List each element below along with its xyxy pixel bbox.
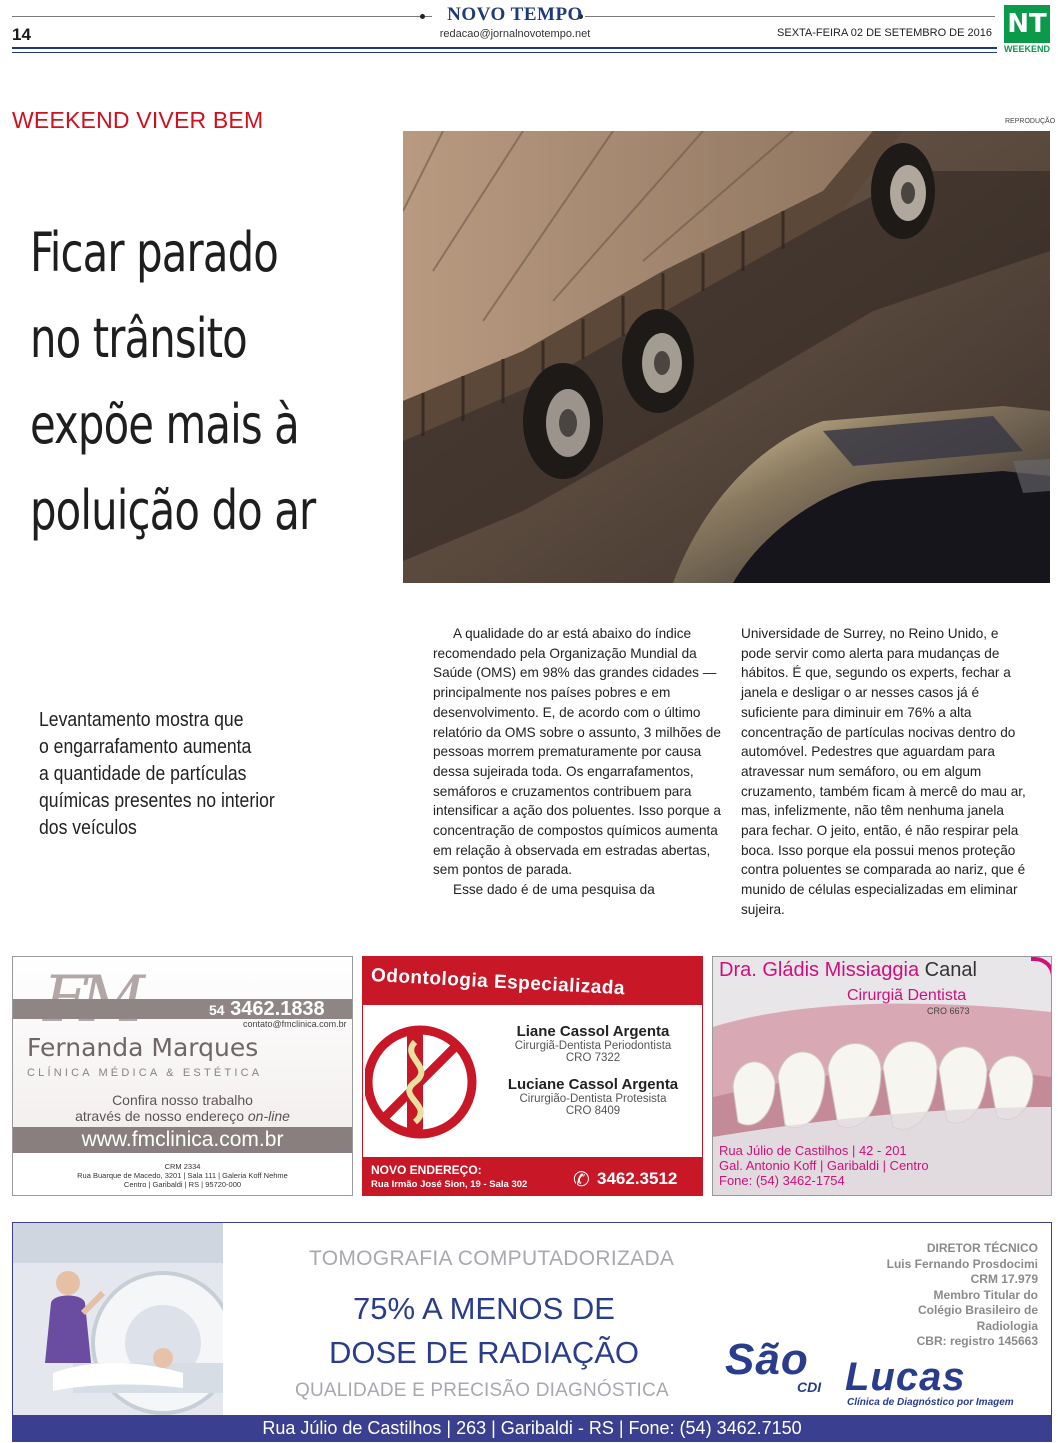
ct-scan-photo xyxy=(13,1223,223,1415)
director-line: CBR: registro 145663 xyxy=(916,1334,1038,1348)
sl-headline-line: 75% A MENOS DE xyxy=(353,1291,615,1326)
lead-line: a quantidade de partículas xyxy=(39,763,247,785)
doctor-role: Cirurgiã-Dentista Periodontista xyxy=(514,1040,672,1052)
nt-logo-weekend: WEEKEND xyxy=(1003,44,1050,54)
photo-credit: REPRODUÇÃO xyxy=(1005,118,1056,125)
masthead xyxy=(355,4,675,40)
new-address-label: NOVO ENDEREÇO: xyxy=(371,1163,482,1177)
sl-logo-sub: Clínica de Diagnóstico por Imagem xyxy=(847,1397,1014,1408)
headline-line: poluição do ar xyxy=(30,479,316,542)
page-number: 14 xyxy=(12,25,31,44)
odonto-phone[interactable]: 3462.3512 xyxy=(597,1169,678,1188)
fm-phone[interactable] xyxy=(209,998,325,1021)
gladis-phone[interactable]: Fone: (54) 3462-1754 xyxy=(719,1173,845,1188)
odonto-doctors xyxy=(488,1023,698,1117)
sl-headline-line: DOSE DE RADIAÇÃO xyxy=(328,1335,640,1370)
fm-crm: CRM 2334 xyxy=(164,1162,201,1171)
newspaper-email[interactable]: redacao@jornalnovotempo.net xyxy=(439,28,591,40)
sl-footer: Rua Júlio de Castilhos | 263 | Garibaldi - RS | Fone: (54) 3462.7150 xyxy=(13,1415,1051,1441)
doctor-name: Luciane Cassol Argenta xyxy=(507,1076,679,1093)
article-column-2 xyxy=(741,624,1031,920)
article-photo xyxy=(403,131,1050,583)
ad-odontologia[interactable] xyxy=(362,956,703,1196)
lead-line: químicas presentes no interior xyxy=(39,790,275,812)
ad-gladis[interactable] xyxy=(712,956,1052,1196)
lead-line: Levantamento mostra que xyxy=(39,709,244,731)
address-line: Gal. Antonio Koff | Garibaldi | Centro xyxy=(719,1158,929,1173)
paragraph: Universidade de Surrey, no Reino Unido, e pode servir como alerta para mudanças de hábitos. É que, segundo os experts, fechar a janela e desligar o ar nesses casos já é suficiente para diminuir em 76% a alta concentração de partículas nocivas dentro do automóvel. Pedestres que aguardam para atravessar num semáforo, ou em algum cruzamento, também ficam à mercê do mau ar, mas, infelizmente, não têm nenhuma janela para fechar. O jeito, então, é não respirar pela boca. Isso porque ela possui menos proteção contra poluentes se comparada ao nariz, que é munido de células especializadas em eliminar sujeira. xyxy=(741,626,1026,917)
headline-line: Ficar parado xyxy=(30,221,278,284)
address-line: Rua Júlio de Castilhos | 42 - 201 xyxy=(719,1143,907,1158)
paragraph: Esse dado é de uma pesquisa da xyxy=(453,882,655,898)
dental-caduceus-icon xyxy=(365,1017,485,1147)
issue-date: SEXTA-FEIRA 02 DE SETEMBRO DE 2016 xyxy=(777,27,992,39)
fm-cta-2 xyxy=(13,1108,352,1124)
doctor-cro: CRO 8409 xyxy=(565,1105,621,1117)
ad-sao-lucas[interactable] xyxy=(12,1222,1052,1442)
article-lead xyxy=(39,707,349,842)
fm-address xyxy=(13,1162,352,1189)
director-line: Colégio Brasileiro de xyxy=(917,1303,1038,1317)
director-line: DIRETOR TÉCNICO xyxy=(926,1241,1038,1255)
paragraph: A qualidade do ar está abaixo do índice recomendado pela Organização Mundial da Saúde (OMS) em 98% das grandes cidades — principalmente nos países pobres e em desenvolvimento. E, de acordo com o último relatório da OMS sobre o assunto, 3 milhões de pessoas morrem prematuramente por causa dessa sujeirada toda. Os engarrafamentos, semáforos e cruzamentos contribuem para intensificar a ação dos poluentes. Isso porque a concentração de compostos químicos aumenta em relação à observada em estradas abertas, sem pontos de parada. xyxy=(433,626,721,878)
sl-logo-cdi: CDI xyxy=(797,1379,822,1395)
sl-director xyxy=(843,1241,1038,1350)
title-prefix: Dra. xyxy=(719,959,757,981)
sl-headline xyxy=(309,1287,659,1375)
new-address: Rua Irmão José Sion, 19 - Sala 302 xyxy=(371,1179,528,1190)
article-column-1 xyxy=(433,624,723,900)
director-line: Membro Titular do xyxy=(933,1287,1038,1302)
gladis-cro: CRO 6673 xyxy=(927,1006,970,1016)
doctor-name: Liane Cassol Argenta xyxy=(516,1023,670,1040)
fm-website[interactable]: www.fmclinica.com.br xyxy=(13,1127,352,1153)
director-line: Radiologia xyxy=(976,1318,1038,1333)
fm-address-line: Centro | Garibaldi | RS | 95720-000 xyxy=(123,1180,242,1189)
doctor-cro: CRO 7322 xyxy=(565,1052,621,1064)
director-line: CRM 17.979 xyxy=(970,1272,1038,1286)
phone-number: 3462.1838 xyxy=(230,998,325,1020)
fm-cta-1: Confira nosso trabalho xyxy=(112,1092,253,1108)
fm-address-line: Rua Buarque de Macedo, 3201 | Sala 111 | Galeria Koff Nehme xyxy=(77,1171,288,1180)
doctor-role: Cirurgião-Dentista Protesista xyxy=(519,1093,667,1105)
newspaper-name: NOVO TEMPO xyxy=(447,4,583,25)
fm-name: Fernanda Marques xyxy=(27,1033,259,1062)
article-headline xyxy=(30,210,390,554)
ad-fm-clinica[interactable] xyxy=(12,956,353,1196)
truck-and-car-illustration xyxy=(403,131,1050,583)
fm-email[interactable]: contato@fmclinica.com.br xyxy=(243,1019,347,1029)
lead-line: o engarrafamento aumenta xyxy=(39,736,252,758)
sl-logo-lucas: Lucas xyxy=(845,1355,966,1399)
gladis-role: Cirurgiã Dentista xyxy=(847,987,967,1004)
gladis-address xyxy=(719,1143,929,1188)
header-divider-thin xyxy=(12,52,997,53)
title-name: Gládis Missiaggia xyxy=(762,959,920,981)
fm-subtitle: CLÍNICA MÉDICA & ESTÉTICA xyxy=(27,1067,263,1079)
title-suffix: Canal xyxy=(924,959,977,981)
headline-line: expõe mais à xyxy=(30,393,299,456)
sl-tagline: QUALIDADE E PRECISÃO DIAGNÓSTICA xyxy=(295,1380,669,1401)
cta-online: on-line xyxy=(247,1108,290,1124)
nt-logo: NT xyxy=(1004,5,1050,43)
director-line: Luis Fernando Prosdocimi xyxy=(886,1256,1038,1271)
header-divider xyxy=(12,47,997,49)
headline-line: no trânsito xyxy=(30,307,247,370)
cta-text: através de nosso endereço xyxy=(75,1108,248,1124)
phone-prefix: 54 xyxy=(209,1002,225,1018)
lead-line: dos veículos xyxy=(39,817,137,839)
odonto-title: Odontologia Especializada xyxy=(370,965,626,1000)
sl-top-line: TOMOGRAFIA COMPUTADORIZADA xyxy=(309,1247,675,1270)
phone-icon: ✆ xyxy=(573,1169,590,1191)
section-label: WEEKEND VIVER BEM xyxy=(12,107,264,133)
gladis-title xyxy=(719,959,977,982)
sl-logo-sao: São xyxy=(725,1335,809,1384)
